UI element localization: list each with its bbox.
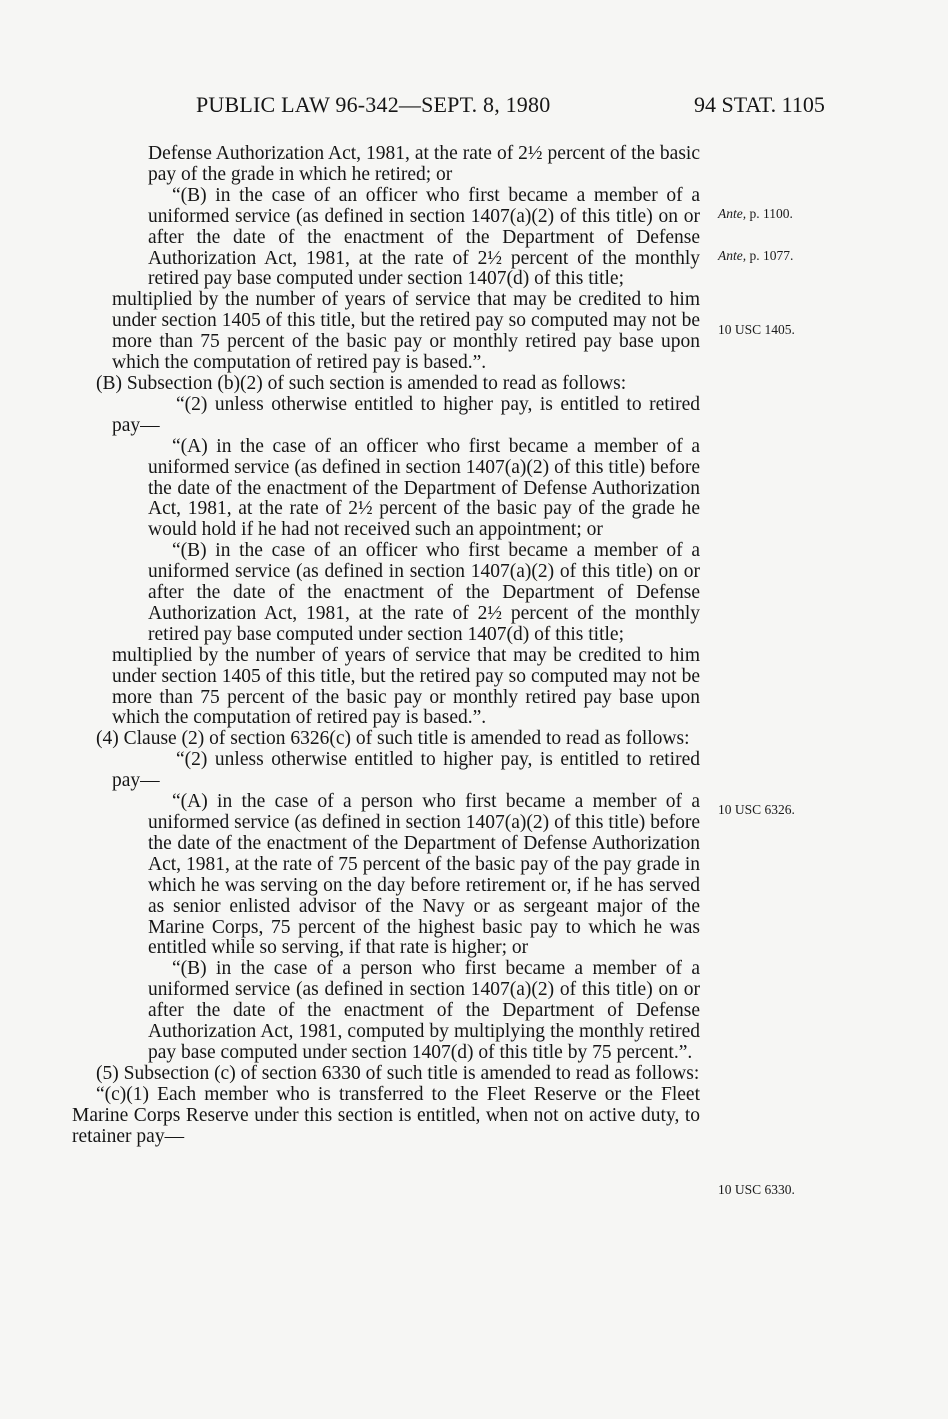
margin-note-italic: Ante, xyxy=(718,206,747,221)
paragraph: multiplied by the number of years of service that may be credited to him under section 1405 of this title, but the retired pay so computed may not be more than 75 percent of the basic pay or monthly retired pay base upon which the computation of retired pay is based.”. xyxy=(112,289,700,374)
paragraph: multiplied by the number of years of service that may be credited to him under section 1405 of this title, but the retired pay so computed may not be more than 75 percent of the basic pay or monthly retired pay base upon which the computation of retired pay is based.”. xyxy=(112,644,700,729)
margin-note-usc-1405: 10 USC 1405. xyxy=(718,322,795,337)
paragraph: “(B) in the case of an officer who first became a member of a uniformed service (as defined in section 1407(a)(2) of this title) on or after the date of the enactment of the Department of Defense Authorization Act, 1981, at the rate of 2½ percent of the monthly retired pay base computed under section 1407(d) of this title; xyxy=(148,184,700,290)
page-header-right: 94 STAT. 1105 xyxy=(694,92,825,117)
margin-note-ante-1077 xyxy=(718,248,793,264)
margin-note-usc-6326: 10 USC 6326. xyxy=(718,802,795,817)
statute-text xyxy=(72,144,700,1148)
margin-note-ante-1100 xyxy=(718,206,793,222)
paragraph: “(2) unless otherwise entitled to higher pay, is entitled to retired pay— xyxy=(112,749,700,792)
margin-note-usc-6330: 10 USC 6330. xyxy=(718,1182,795,1197)
paragraph: (B) Subsection (b)(2) of such section is amended to read as follows: xyxy=(96,372,627,394)
margin-note-page: p. 1100. xyxy=(749,206,793,221)
paragraph: “(B) in the case of an officer who first became a member of a uniformed service (as defined in section 1407(a)(2) of this title) on or after the date of the enactment of the Department of Defense Authorization Act, 1981, at the rate of 2½ percent of the monthly retired pay base computed under section 1407(d) of this title; xyxy=(148,540,700,645)
page-header-left: PUBLIC LAW 96-342—SEPT. 8, 1980 xyxy=(196,92,551,117)
paragraph: “(A) in the case of an officer who first became a member of a uniformed service (as defined in section 1407(a)(2) of this title) before the date of the enactment of the Department of Defense Authorization Act, 1981, at the rate of 2½ percent of the basic pay of the grade he would hold if he had not received such an appointment; or xyxy=(148,435,700,541)
paragraph: (4) Clause (2) of section 6326(c) of such title is amended to read as follows: xyxy=(96,728,690,750)
paragraph: (5) Subsection (c) of section 6330 of such title is amended to read as follows: xyxy=(96,1062,700,1084)
margin-note-page: p. 1077. xyxy=(749,248,794,263)
paragraph: Defense Authorization Act, 1981, at the rate of 2½ percent of the basic pay of the grade in which he retired; or xyxy=(148,143,700,185)
paragraph: “(2) unless otherwise entitled to higher pay, is entitled to retired pay— xyxy=(112,393,700,436)
margin-note-italic: Ante, xyxy=(718,248,747,263)
paragraph: “(c)(1) Each member who is transferred to the Fleet Reserve or the Fleet Marine Corps Reserve under this section is entitled, when not on active duty, to retainer pay— xyxy=(72,1083,700,1147)
paragraph: “(B) in the case of a person who first became a member of a uniformed service (as defined in section 1407(a)(2) of this title) on or after the date of the enactment of the Department of Defense Authorization Act, 1981, computed by multiplying the monthly retired pay base computed under section 1407(d) of this title by 75 percent.”. xyxy=(148,958,700,1063)
paragraph: “(A) in the case of a person who first became a member of a uniformed service (as defined in section 1407(a)(2) of this title) before the date of the enactment of the Department of Defense Authorization Act, 1981, at the rate of 75 percent of the basic pay of the pay grade in which he was serving on the day before retirement or, if he has served as senior enlisted advisor of the Navy or as sergeant major of the Marine Corps, 75 percent of the highest basic pay to which he was entitled while so serving, if that rate is higher; or xyxy=(148,791,700,959)
